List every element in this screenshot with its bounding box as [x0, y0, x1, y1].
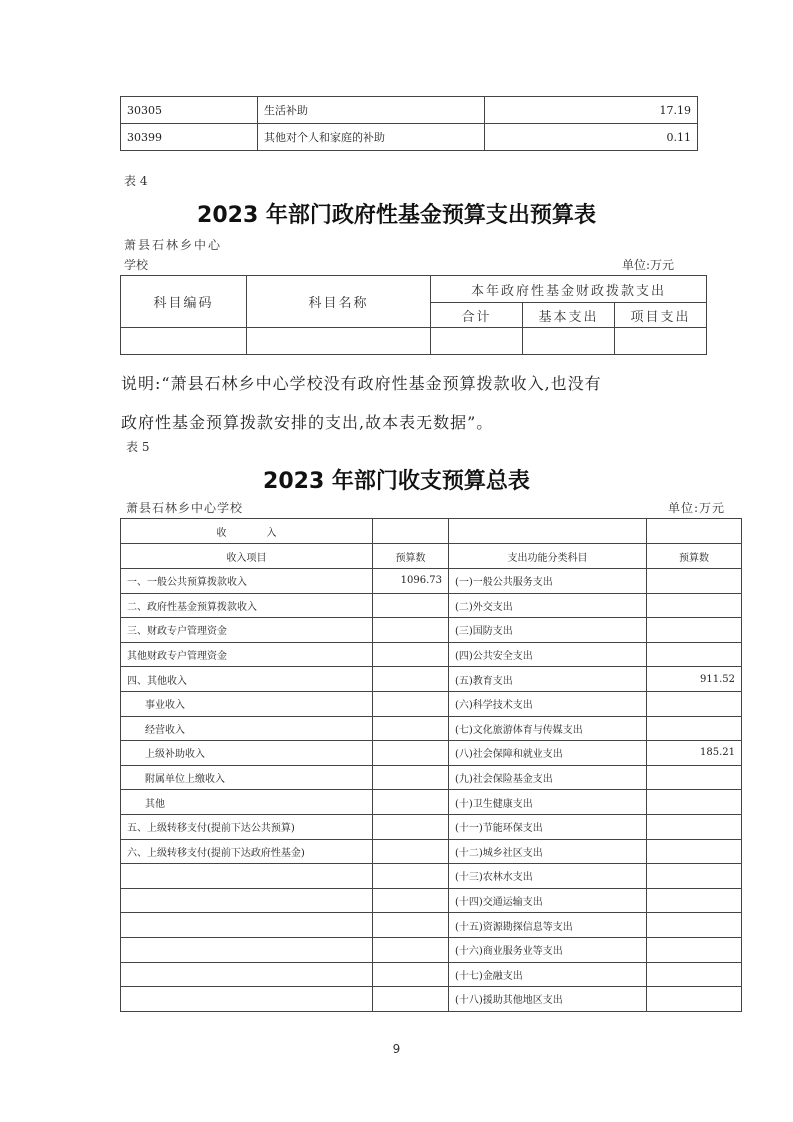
- header-expense-budget: 预算数: [647, 544, 742, 569]
- expense-budget: [647, 618, 742, 643]
- table4-unit: 单位:万元: [622, 258, 675, 272]
- income-item: 其他: [121, 790, 373, 815]
- income-budget: [373, 642, 449, 667]
- table4-note-line1: 说明:“萧县石林乡中心学校没有政府性基金预算拨款收入,也没有: [121, 374, 602, 393]
- table-row: [121, 864, 742, 889]
- expense-budget: [647, 716, 742, 741]
- header-fund-expense: 本年政府性基金财政拨款支出: [431, 276, 707, 303]
- expense-budget: [647, 642, 742, 667]
- expense-budget: [647, 569, 742, 594]
- continued-expense-table: [120, 96, 698, 151]
- header-income-item: 收入项目: [121, 544, 373, 569]
- income-item: [121, 937, 373, 962]
- expense-budget: [647, 888, 742, 913]
- income-item: [121, 962, 373, 987]
- income-item: 一、一般公共预算拨款收入: [121, 569, 373, 594]
- income-item: 上级补助收入: [121, 741, 373, 766]
- expense-item: (九)社会保险基金支出: [449, 765, 647, 790]
- expense-budget: 185.21: [647, 741, 742, 766]
- income-budget: [373, 691, 449, 716]
- header-income-budget: 预算数: [373, 544, 449, 569]
- amount: 17.19: [485, 97, 698, 124]
- table-row: [121, 97, 698, 124]
- income-item: [121, 987, 373, 1012]
- expense-budget: [647, 864, 742, 889]
- header-basic-expense: 基本支出: [523, 303, 615, 328]
- table-row: [121, 691, 742, 716]
- subject-name: 其他对个人和家庭的补助: [258, 124, 485, 151]
- income-item: 二、政府性基金预算拨款收入: [121, 593, 373, 618]
- expense-item: (十二)城乡社区支出: [449, 839, 647, 864]
- expense-item: (十一)节能环保支出: [449, 814, 647, 839]
- table4-note-line2: 政府性基金预算拨款安排的支出,故本表无数据”。: [121, 413, 494, 432]
- expense-item: (一)一般公共服务支出: [449, 569, 647, 594]
- table-row: [121, 987, 742, 1012]
- expense-budget: [647, 839, 742, 864]
- table5-unit: 单位:万元: [668, 501, 726, 515]
- expense-item: (十四)交通运输支出: [449, 888, 647, 913]
- income-item: 其他财政专户管理资金: [121, 642, 373, 667]
- expense-item: (十五)资源勘探信息等支出: [449, 913, 647, 938]
- table-row: [121, 667, 742, 692]
- income-item: [121, 864, 373, 889]
- income-budget: [373, 839, 449, 864]
- table4-label: 表 4: [124, 174, 148, 188]
- table4-org-line1: 萧县石林乡中心: [124, 238, 223, 252]
- income-item: 六、上级转移支付(提前下达政府性基金): [121, 839, 373, 864]
- subject-code: 30305: [121, 97, 258, 124]
- income-budget: [373, 765, 449, 790]
- header-subject-name: 科目名称: [247, 276, 431, 328]
- table-row: [121, 790, 742, 815]
- expense-budget: [647, 987, 742, 1012]
- amount: 0.11: [485, 124, 698, 151]
- expense-item: (六)科学技术支出: [449, 691, 647, 716]
- table-row: [121, 716, 742, 741]
- expense-item: (十七)金融支出: [449, 962, 647, 987]
- budget-summary-table: [120, 518, 742, 1012]
- income-item: [121, 888, 373, 913]
- income-budget: [373, 618, 449, 643]
- income-budget: [373, 790, 449, 815]
- income-budget: [373, 814, 449, 839]
- income-budget: [373, 593, 449, 618]
- expense-item: (十三)农林水支出: [449, 864, 647, 889]
- income-budget: [373, 987, 449, 1012]
- table-row: [121, 839, 742, 864]
- expense-budget: [647, 937, 742, 962]
- income-item: 经营收入: [121, 716, 373, 741]
- expense-item: (二)外交支出: [449, 593, 647, 618]
- subject-code: 30399: [121, 124, 258, 151]
- table-row: [121, 593, 742, 618]
- income-budget: [373, 667, 449, 692]
- table-row: [121, 618, 742, 643]
- header-income: 收 入: [121, 519, 373, 544]
- table-row: [121, 814, 742, 839]
- expense-item: (五)教育支出: [449, 667, 647, 692]
- expense-budget: [647, 593, 742, 618]
- expense-budget: 911.52: [647, 667, 742, 692]
- income-budget: [373, 937, 449, 962]
- table-row: [121, 913, 742, 938]
- expense-budget: [647, 814, 742, 839]
- expense-item: (八)社会保障和就业支出: [449, 741, 647, 766]
- header-subject-code: 科目编码: [121, 276, 247, 328]
- income-budget: [373, 864, 449, 889]
- table5-org: 萧县石林乡中心学校: [126, 501, 244, 515]
- income-budget: [373, 716, 449, 741]
- header-project-expense: 项目支出: [615, 303, 707, 328]
- expense-item: (十六)商业服务业等支出: [449, 937, 647, 962]
- government-fund-expense-table: [120, 275, 707, 355]
- income-budget: [373, 913, 449, 938]
- table-row: [121, 569, 742, 594]
- expense-budget: [647, 962, 742, 987]
- table5-label: 表 5: [126, 440, 150, 454]
- table4-title: 2023 年部门政府性基金预算支出预算表: [197, 203, 596, 228]
- table-row: [121, 962, 742, 987]
- expense-budget: [647, 691, 742, 716]
- expense-item: (四)公共安全支出: [449, 642, 647, 667]
- income-item: 附属单位上缴收入: [121, 765, 373, 790]
- empty-row: [121, 328, 707, 355]
- income-budget: [373, 888, 449, 913]
- expense-budget: [647, 790, 742, 815]
- income-budget: 1096.73: [373, 569, 449, 594]
- expense-item: (七)文化旅游体育与传媒支出: [449, 716, 647, 741]
- income-budget: [373, 962, 449, 987]
- income-budget: [373, 741, 449, 766]
- income-item: 事业收入: [121, 691, 373, 716]
- expense-item: (十八)援助其他地区支出: [449, 987, 647, 1012]
- expense-item: (三)国防支出: [449, 618, 647, 643]
- expense-item: (十)卫生健康支出: [449, 790, 647, 815]
- table-row: [121, 888, 742, 913]
- header-total: 合计: [431, 303, 523, 328]
- expense-budget: [647, 765, 742, 790]
- table-row: [121, 937, 742, 962]
- income-item: 三、财政专户管理资金: [121, 618, 373, 643]
- table-row: [121, 642, 742, 667]
- income-item: [121, 913, 373, 938]
- income-item: 四、其他收入: [121, 667, 373, 692]
- page-number: 9: [392, 1042, 401, 1056]
- subject-name: 生活补助: [258, 97, 485, 124]
- expense-budget: [647, 913, 742, 938]
- table-row: [121, 765, 742, 790]
- header-expense-item: 支出功能分类科目: [449, 544, 647, 569]
- income-item: 五、上级转移支付(提前下达公共预算): [121, 814, 373, 839]
- table-row: [121, 124, 698, 151]
- table5-title: 2023 年部门收支预算总表: [263, 469, 530, 494]
- table-row: [121, 741, 742, 766]
- table4-org-line2: 学校: [124, 258, 149, 272]
